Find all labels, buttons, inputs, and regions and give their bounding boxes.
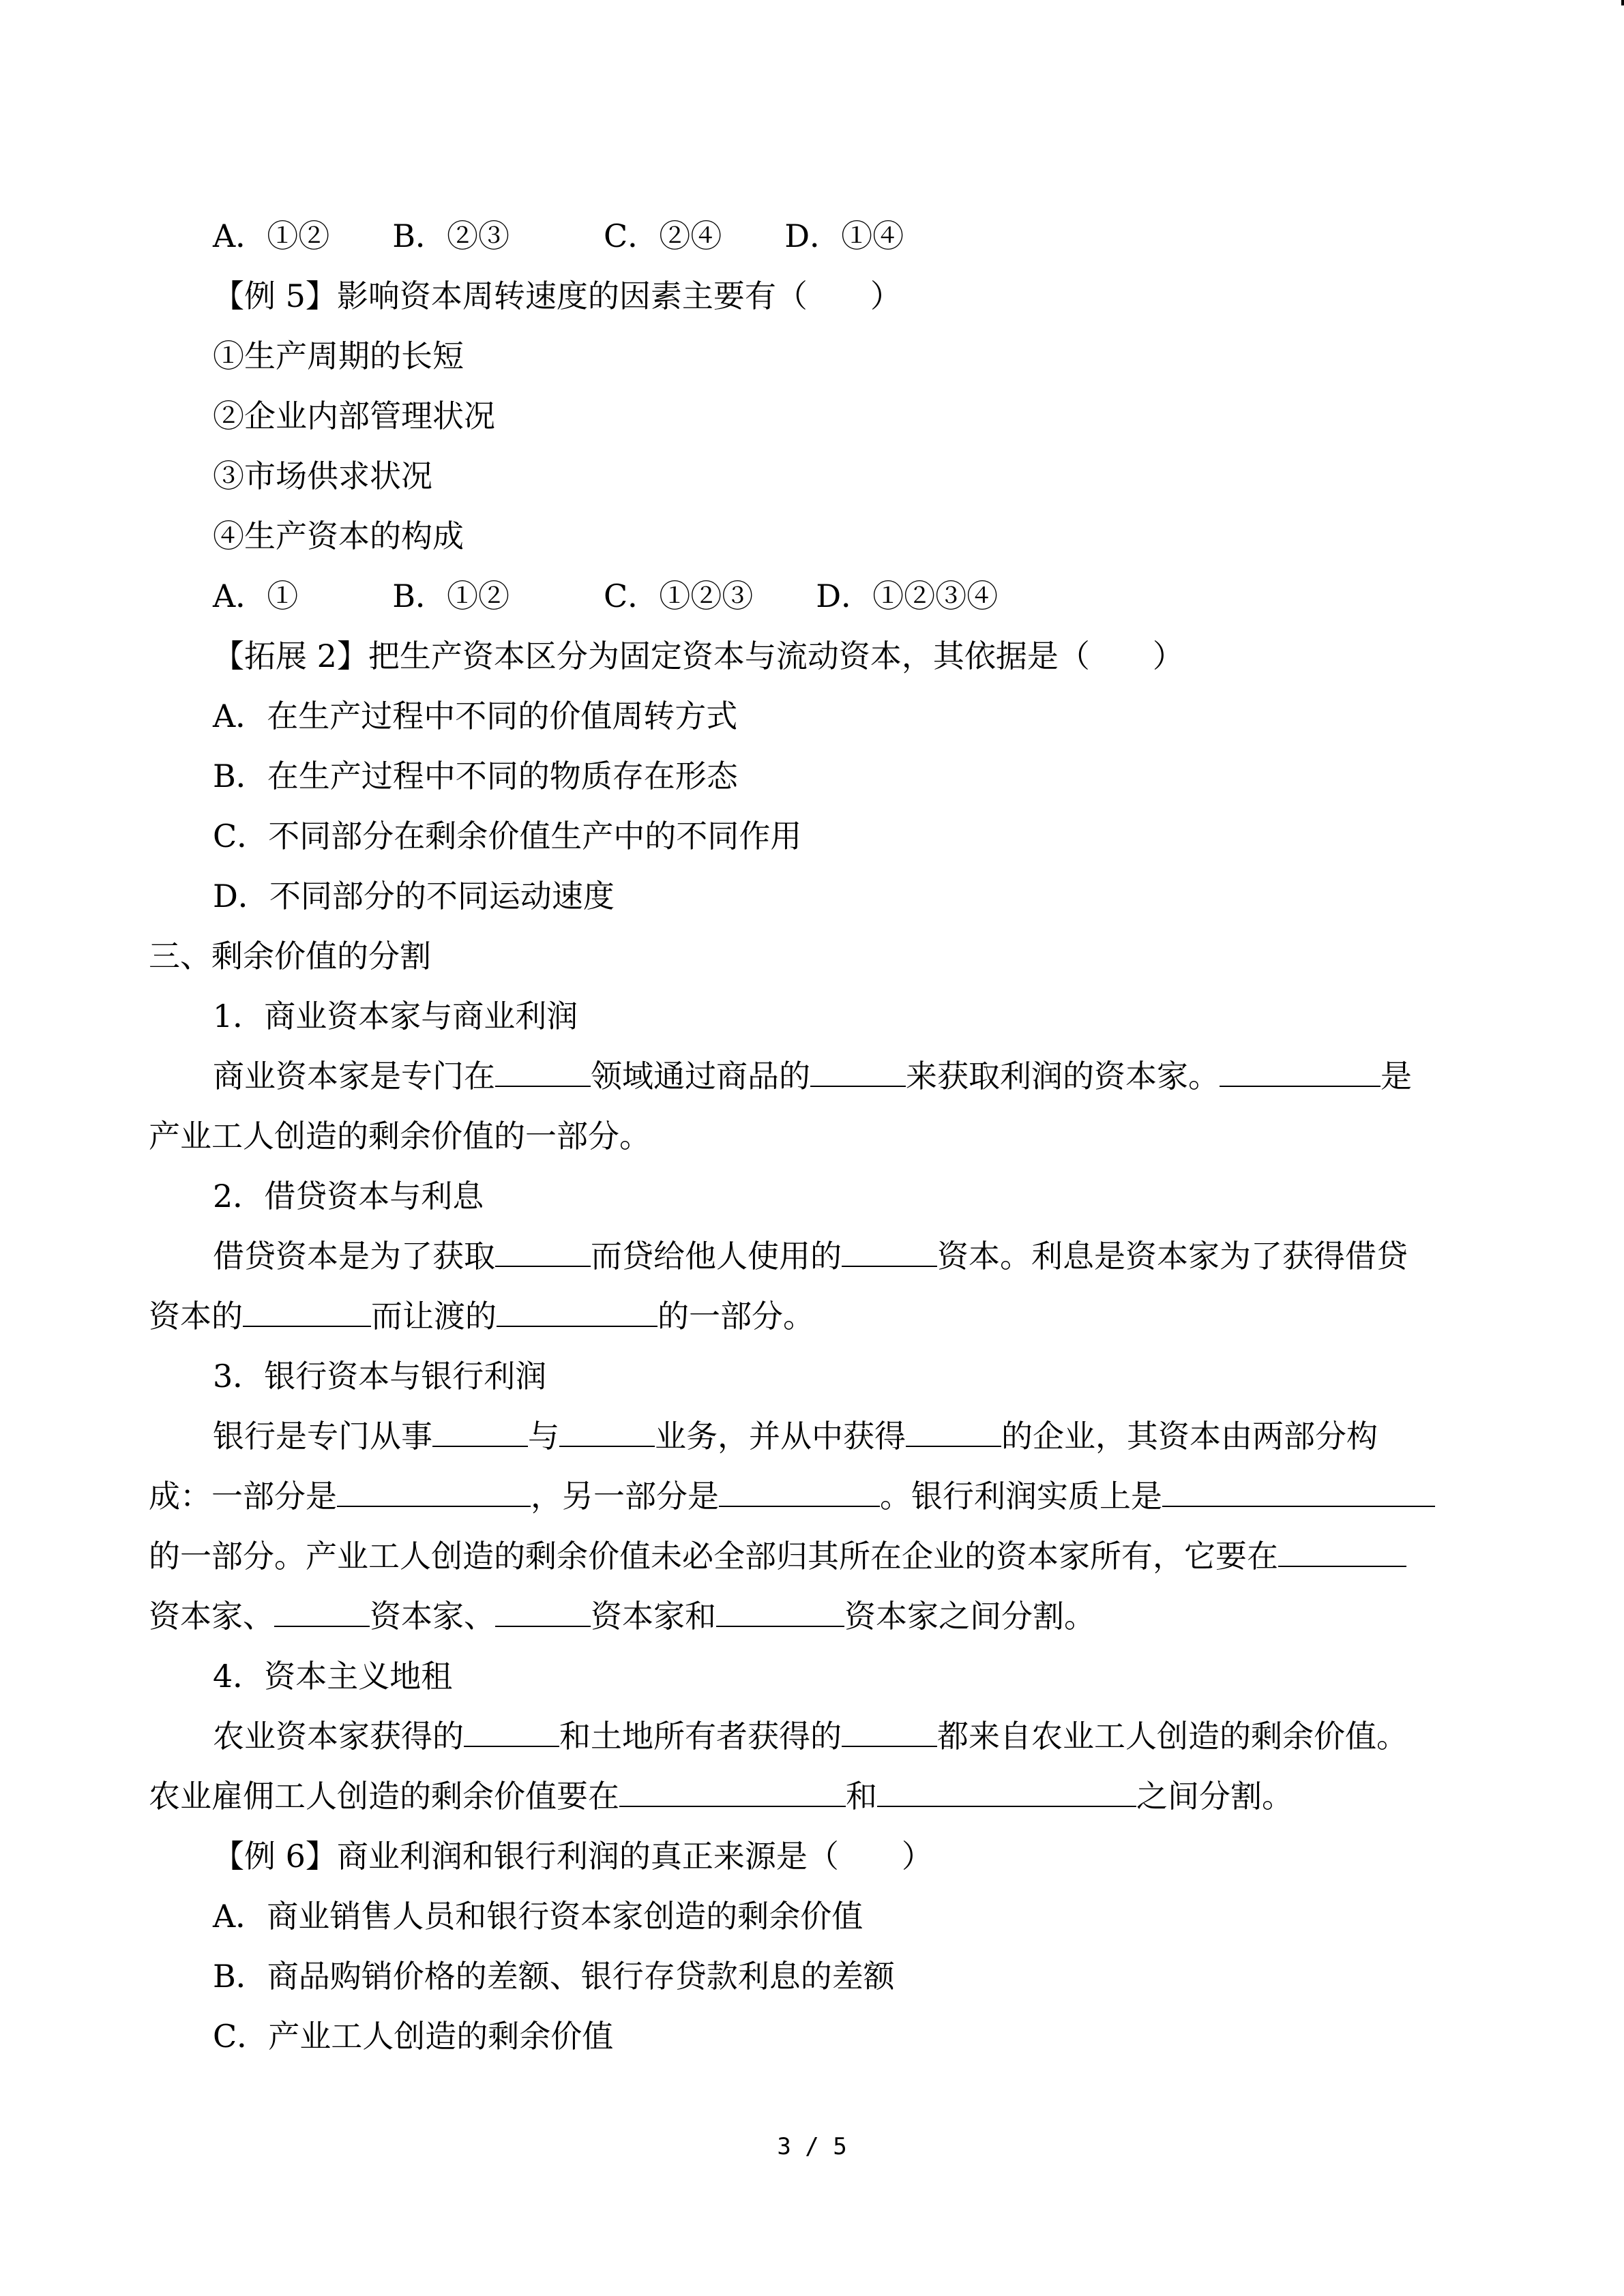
s3-blank-7[interactable] — [1278, 1536, 1406, 1567]
s3-blank-4[interactable] — [337, 1476, 531, 1507]
s4-text-5: 和 — [846, 1778, 877, 1815]
s4-line-2 — [149, 1776, 1293, 1817]
s3-text-10: 资本家、 — [370, 1598, 495, 1635]
extension2-option-b: B．在生产过程中不同的物质存在形态 — [213, 758, 738, 794]
s3-text-9: 资本家、 — [149, 1598, 274, 1635]
s2-line-2 — [149, 1296, 814, 1337]
s3-text-6: ，另一部分是 — [531, 1478, 719, 1515]
s4-blank-4[interactable] — [877, 1776, 1136, 1807]
s2-blank-2[interactable] — [842, 1236, 937, 1267]
s3-text-5: 成：一部分是 — [149, 1478, 337, 1515]
s4-text-1: 农业资本家获得的 — [213, 1718, 464, 1755]
s3-text-8: 的一部分。产业工人创造的剩余价值未必全部归其所在企业的资本家所有，它要在 — [149, 1538, 1278, 1575]
example5-item-3: ③市场供求状况 — [213, 458, 432, 494]
s1-blank-1[interactable] — [495, 1056, 591, 1087]
example6-option-c: C．产业工人创造的剩余价值 — [213, 2018, 614, 2055]
s4-text-3: 都来自农业工人创造的剩余价值。 — [937, 1718, 1408, 1755]
s3-heading: 3．银行资本与银行利润 — [213, 1358, 547, 1395]
s2-text-2: 而贷给他人使用的 — [591, 1238, 842, 1274]
s4-blank-1[interactable] — [464, 1716, 559, 1747]
s3-blank-9[interactable] — [495, 1596, 591, 1627]
page-edge-mark — [1621, 0, 1624, 5]
s4-blank-2[interactable] — [842, 1716, 937, 1747]
s3-line-3 — [149, 1536, 1406, 1577]
s4-line-1 — [213, 1716, 1408, 1757]
q4-options: A．①② B．②③ C．②④ D．①④ — [213, 218, 904, 254]
s1-heading: 1．商业资本家与商业利润 — [213, 998, 578, 1034]
example6-option-b: B．商品购销价格的差额、银行存贷款利息的差额 — [213, 1958, 895, 1995]
s4-blank-3[interactable] — [619, 1776, 846, 1807]
s2-text-5: 而让渡的 — [371, 1298, 497, 1335]
example5-item-2: ②企业内部管理状况 — [213, 398, 495, 434]
s1-text-2: 领域通过商品的 — [591, 1058, 810, 1094]
s3-line-1 — [213, 1416, 1378, 1457]
example5-options: A．① B．①② C．①②③ D．①②③④ — [213, 578, 999, 614]
s3-line-2 — [149, 1476, 1435, 1517]
s2-heading: 2．借贷资本与利息 — [213, 1178, 484, 1214]
s2-blank-4[interactable] — [497, 1296, 658, 1327]
s3-text-2: 与 — [528, 1418, 559, 1455]
s1-blank-3[interactable] — [1220, 1056, 1381, 1087]
extension2-option-a: A．在生产过程中不同的价值周转方式 — [213, 698, 738, 734]
example5-item-1: ①生产周期的长短 — [213, 338, 464, 374]
example6-option-a: A．商业销售人员和银行资本家创造的剩余价值 — [213, 1898, 863, 1935]
s4-heading: 4．资本主义地租 — [213, 1658, 453, 1695]
s2-text-1: 借贷资本是为了获取 — [213, 1238, 495, 1274]
s3-blank-10[interactable] — [716, 1596, 844, 1627]
s4-text-2: 和土地所有者获得的 — [559, 1718, 842, 1755]
s2-text-3: 资本。利息是资本家为了获得借贷 — [937, 1238, 1408, 1274]
extension2-option-d: D．不同部分的不同运动速度 — [213, 878, 615, 914]
section3-title: 三、剩余价值的分割 — [149, 938, 431, 974]
s1-text-3: 来获取利润的资本家。 — [906, 1058, 1220, 1094]
s1-line-1 — [213, 1056, 1412, 1097]
s3-line-4 — [149, 1596, 1095, 1637]
s3-blank-8[interactable] — [274, 1596, 370, 1627]
s2-text-4: 资本的 — [149, 1298, 243, 1335]
s2-blank-1[interactable] — [495, 1236, 591, 1267]
s3-blank-5[interactable] — [719, 1476, 880, 1507]
s3-text-3: 业务，并从中获得 — [655, 1418, 906, 1455]
page-number: 3 / 5 — [777, 2133, 847, 2160]
example5-item-4: ④生产资本的构成 — [213, 518, 464, 554]
s3-text-11: 资本家和 — [591, 1598, 716, 1635]
s3-text-12: 资本家之间分割。 — [844, 1598, 1095, 1635]
example6-stem: 【例 6】商业利润和银行利润的真正来源是（ ） — [213, 1838, 933, 1875]
s1-line-2: 产业工人创造的剩余价值的一部分。 — [149, 1118, 651, 1154]
s2-blank-3[interactable] — [243, 1296, 371, 1327]
s2-line-1 — [213, 1236, 1408, 1277]
s3-text-7: 。银行利润实质上是 — [880, 1478, 1162, 1515]
s3-blank-6[interactable] — [1162, 1476, 1435, 1507]
extension2-stem: 【拓展 2】把生产资本区分为固定资本与流动资本，其依据是（ ） — [213, 638, 1184, 674]
s3-blank-2[interactable] — [559, 1416, 655, 1447]
s3-text-4: 的企业，其资本由两部分构 — [1001, 1418, 1378, 1455]
s3-blank-3[interactable] — [906, 1416, 1001, 1447]
example5-stem: 【例 5】影响资本周转速度的因素主要有（ ） — [213, 278, 902, 314]
extension2-option-c: C．不同部分在剩余价值生产中的不同作用 — [213, 818, 802, 854]
s3-text-1: 银行是专门从事 — [213, 1418, 432, 1455]
s1-text-1: 商业资本家是专门在 — [213, 1058, 495, 1094]
s1-blank-2[interactable] — [810, 1056, 906, 1087]
s1-text-4: 是 — [1381, 1058, 1412, 1094]
s3-blank-1[interactable] — [432, 1416, 528, 1447]
s4-text-6: 之间分割。 — [1136, 1778, 1293, 1815]
s4-text-4: 农业雇佣工人创造的剩余价值要在 — [149, 1778, 619, 1815]
s2-text-6: 的一部分。 — [658, 1298, 814, 1335]
